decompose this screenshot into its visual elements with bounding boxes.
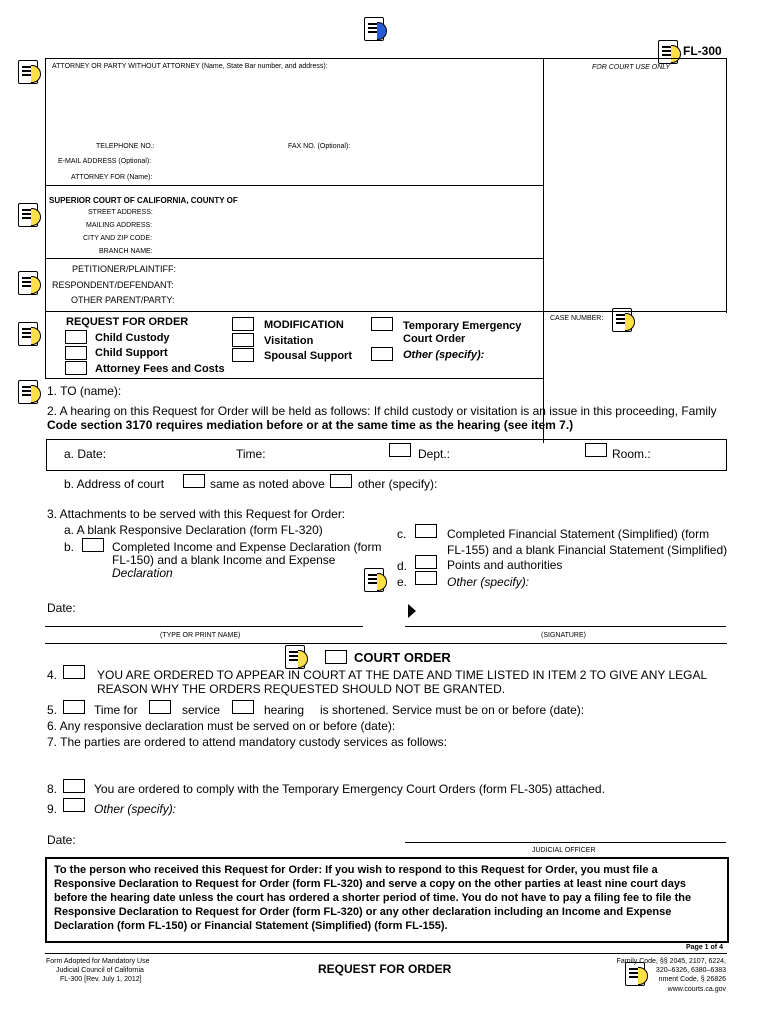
footer-left-3: FL-300 [Rev. July 1, 2012] [60,976,142,983]
notice-line-2: Responsive Declaration to Request for Order (form FL-320) and serve a copy on the other parties at least nine court days [54,878,687,890]
item-7: 7. The parties are ordered to attend mandatory custody services as follows: [47,735,447,749]
footer-right-3: nment Code, § 26826 [658,976,726,983]
item-5-rest: is shortened. Service must be on or before (date): [320,703,585,717]
item-2-line-1: 2. A hearing on this Request for Order will be held as follows: If child custody or visitation is an issue in this proceeding, Family [47,404,717,418]
fax-label: FAX NO. (Optional): [288,143,351,150]
hearing-dept-label: Dept.: [418,447,451,461]
item-1: 1. TO (name): [47,384,122,398]
item-5-hearing: hearing [264,703,305,717]
item-3b-line-1: Completed Income and Expense Declaration (form [112,540,382,554]
spousal-support-checkbox[interactable] [232,348,254,362]
attorney-label: ATTORNEY OR PARTY WITHOUT ATTORNEY (Name, State Bar number, and address): [52,63,328,70]
date-label: Date: [47,601,76,615]
child-custody-label: Child Custody [95,332,170,344]
item-5-number: 5. [47,703,58,717]
note-icon[interactable] [658,40,680,66]
footer-left-2: Judicial Council of California [56,967,144,974]
item-3c-checkbox[interactable] [415,524,437,538]
item-4-line-2: REASON WHY THE ORDERS REQUESTED SHOULD NOT BE GRANTED. [97,682,506,696]
note-icon[interactable] [364,17,386,43]
item-3: 3. Attachments to be served with this Request for Order: [47,507,346,521]
note-icon[interactable] [18,271,40,297]
item-9-label: Other (specify): [94,802,177,816]
attorney-for-label: ATTORNEY FOR (Name): [71,174,153,181]
notice-line-3: before the hearing date unless the court has ordered a shorter period of time. You do not have to pay a filing fee to file the [54,892,692,904]
service-checkbox[interactable] [149,700,171,714]
city-label: CITY AND ZIP CODE: [83,235,152,242]
hearing-room-label: Room.: [612,447,651,461]
temp-emergency-label: Temporary Emergency [403,320,522,332]
item-3c-prefix: c. [397,527,407,541]
item-9-checkbox[interactable] [63,798,85,812]
request-title: REQUEST FOR ORDER [66,316,189,328]
other-parent-label: OTHER PARENT/PARTY: [71,295,175,305]
spousal-support-label: Spousal Support [264,350,352,362]
court-use-label: FOR COURT USE ONLY [592,64,671,71]
petitioner-label: PETITIONER/PLAINTIFF: [72,264,177,274]
item-3c-line-1: Completed Financial Statement (Simplified) (form [447,527,710,541]
footer-right-2: 320–6326, 6380–6383 [655,967,726,974]
same-as-above-label: same as noted above [210,477,325,491]
child-custody-checkbox[interactable] [65,330,87,344]
telephone-label: TELEPHONE NO.: [96,143,155,150]
form-id: FL-300 [683,44,722,58]
respondent-label: RESPONDENT/DEFENDANT: [52,280,174,290]
note-icon[interactable] [364,568,386,594]
attorney-name-field[interactable] [50,72,394,132]
arrow-icon [408,604,416,618]
judicial-officer-label: JUDICIAL OFFICER [532,847,596,854]
modification-checkbox[interactable] [232,317,254,331]
visitation-label: Visitation [264,335,314,347]
item-5-checkbox[interactable] [63,700,85,714]
child-support-label: Child Support [95,347,168,359]
modification-label: MODIFICATION [264,319,344,331]
footer-right-4[interactable]: www.courts.ca.gov [667,986,726,993]
item-4-line-1: YOU ARE ORDERED TO APPEAR IN COURT AT THE DATE AND TIME LISTED IN ITEM 2 TO GIVE ANY LEGAL [97,668,708,682]
notice-line-4: Responsive Declaration to Request for Order (form FL-320) or any other declaration including an Income and Expense [54,906,672,918]
other-address-label: other (specify): [358,477,438,491]
child-support-checkbox[interactable] [65,346,87,360]
email-label: E-MAIL ADDRESS (Optional): [58,158,152,165]
footer-title: REQUEST FOR ORDER [318,962,452,976]
type-print-name: (TYPE OR PRINT NAME) [160,632,241,639]
branch-label: BRANCH NAME: [99,248,153,255]
court-address-label: b. Address of court [64,477,165,491]
item-8-label: You are ordered to comply with the Temporary Emergency Court Orders (form FL-305) attached. [94,782,605,796]
case-number-label: CASE NUMBER: [550,315,604,322]
hearing-time-label: Time: [236,447,266,461]
item-3d-checkbox[interactable] [415,555,437,569]
footer-right-1: Family Code, §§ 2045, 2107, 6224, [616,958,726,965]
item-8-number: 8. [47,782,58,796]
note-icon[interactable] [18,60,40,86]
room-checkbox[interactable] [585,443,607,457]
item-4-number: 4. [47,668,58,682]
other-request-label: Other (specify): [403,349,485,361]
item-3b-checkbox[interactable] [82,538,104,552]
item-3e-prefix: e. [397,575,408,589]
item-4-checkbox[interactable] [63,665,85,679]
note-icon[interactable] [18,203,40,229]
note-icon[interactable] [18,380,40,406]
same-as-above-checkbox[interactable] [183,474,205,488]
item-8-checkbox[interactable] [63,779,85,793]
other-address-checkbox[interactable] [330,474,352,488]
item-3a: a. A blank Responsive Declaration (form FL-320) [64,523,323,537]
footer-left-1: Form Adopted for Mandatory Use [46,958,150,965]
court-order-checkbox[interactable] [325,650,347,664]
item-5-time-for: Time for [94,703,138,717]
visitation-checkbox[interactable] [232,333,254,347]
court-order-label: Court Order [403,333,466,345]
item-2-line-2: Code section 3170 requires mediation before or at the same time as the hearing (see item 7.) [47,418,574,432]
page-number: Page 1 of 4 [686,944,723,951]
temp-emergency-checkbox[interactable] [371,317,393,331]
court-date-label: Date: [47,833,76,847]
dept-checkbox[interactable] [389,443,411,457]
street-label: STREET ADDRESS: [88,209,153,216]
item-3c-line-2: FL-155) and a blank Financial Statement (Simplified) [447,543,728,557]
item-3e-checkbox[interactable] [415,571,437,585]
item-6: 6. Any responsive declaration must be served on or before (date): [47,719,396,733]
attorney-fees-label: Attorney Fees and Costs [95,363,225,375]
attorney-fees-checkbox[interactable] [65,361,87,375]
note-icon[interactable] [625,962,647,988]
court-order-heading: COURT ORDER [354,650,451,665]
hearing-date-label: a. Date: [64,447,107,461]
notice-line-5: Declaration (form FL-150) or Financial Statement (Simplified) (form FL-155). [54,920,448,932]
item-3b-prefix: b. [64,540,75,554]
note-icon[interactable] [18,322,40,348]
notice-line-1: To the person who received this Request for Order: If you wish to respond to this Request for Order, you must file a [54,864,658,876]
item-5-service: service [182,703,221,717]
court-title: SUPERIOR COURT OF CALIFORNIA, COUNTY OF [49,196,238,205]
other-request-checkbox[interactable] [371,347,393,361]
item-3d-label: Points and authorities [447,558,563,572]
mailing-label: MAILING ADDRESS: [86,222,153,229]
item-3e-label: Other (specify): [447,575,530,589]
item-9-number: 9. [47,802,58,816]
hearing-checkbox[interactable] [232,700,254,714]
item-3d-prefix: d. [397,559,408,573]
item-3b-line-3: Declaration [112,566,173,580]
signature-label: (SIGNATURE) [541,632,586,639]
item-3b-line-2: FL-150) and a blank Income and Expense [112,553,336,567]
